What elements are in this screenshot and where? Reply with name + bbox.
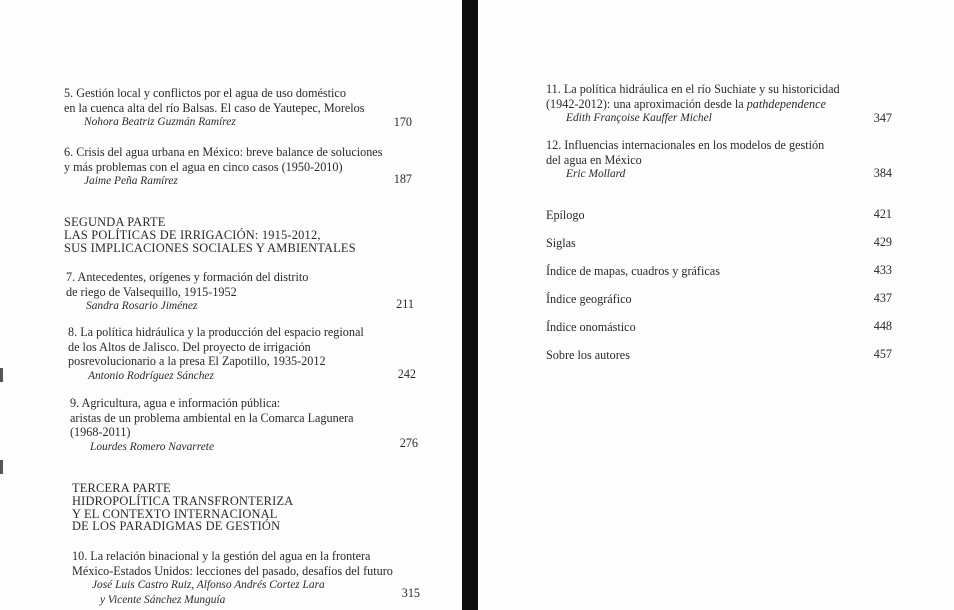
entry-title-line: 10. La relación binacional y la gestión del agua en la frontera: [72, 549, 371, 563]
entry-page-number: 187: [393, 172, 412, 186]
toc-entry-11: [546, 82, 840, 126]
entry-title-line: México-Estados Unidos: lecciones del pasado, desafíos del futuro: [72, 563, 393, 578]
entry-author: Sandra Rosario Jiménez: [86, 300, 198, 313]
entry-title-line: 7. Antecedentes, orígenes y formación del distrito: [66, 270, 309, 284]
part-heading-line: LAS POLÍTICAS DE IRRIGACIÓN: 1915-2012,: [64, 227, 321, 242]
entry-title-italic: pathdependence: [746, 96, 826, 111]
entry-title-line: [546, 97, 840, 112]
entry-title-line: aristas de un problema ambiental en la Comarca Lagunera: [70, 410, 354, 425]
back-matter-indice-onomastico: Índice onomástico: [546, 320, 636, 334]
entry-title-line: 6. Crisis del agua urbana en México: breve balance de soluciones: [64, 145, 383, 159]
entry-page-number: 384: [873, 166, 892, 180]
part-heading-line: SEGUNDA PARTE: [64, 215, 166, 229]
page-edge-mark: [0, 368, 3, 382]
entry-page-number: 211: [396, 297, 414, 311]
entry-page-number: 170: [393, 115, 412, 129]
entry-title-line: en la cuenca alta del río Balsas. El caso de Yautepec, Morelos: [64, 100, 365, 115]
entry-author: Edith Françoise Kauffer Michel: [566, 112, 712, 125]
back-matter-indice-geografico: Índice geográfico: [546, 292, 632, 306]
back-matter-indice-mapas: Índice de mapas, cuadros y gráficas: [546, 264, 720, 278]
entry-author: Lourdes Romero Navarrete: [90, 440, 215, 453]
back-matter-siglas: Siglas: [546, 236, 576, 250]
toc-entry-9: [70, 396, 354, 454]
toc-entry-7: [66, 270, 308, 314]
entry-title-line: y más problemas con el agua en cinco casos (1950-2010): [64, 159, 343, 174]
part-heading-line: TERCERA PARTE: [72, 481, 171, 495]
right-page: [478, 0, 954, 610]
entry-author: Nohora Beatriz Guzmán Ramírez: [84, 116, 236, 129]
part-heading-line: SUS IMPLICACIONES SOCIALES Y AMBIENTALES: [64, 240, 356, 255]
entry-page-number: 276: [399, 436, 418, 450]
back-matter-page: 433: [873, 263, 892, 277]
part-heading-line: Y EL CONTEXTO INTERNACIONAL: [72, 506, 278, 521]
entry-title-line: 11. La política hidráulica en el río Suchiate y su historicidad: [546, 82, 840, 96]
back-matter-page: 437: [873, 291, 892, 305]
back-matter-page: 429: [873, 235, 892, 249]
page-edge-mark: [0, 460, 3, 474]
entry-title-line: 8. La política hidráulica y la producción del espacio regional: [68, 325, 364, 339]
part-heading-line: HIDROPOLÍTICA TRANSFRONTERIZA: [72, 493, 294, 508]
entry-author: Eric Mollard: [566, 168, 626, 181]
entry-title-line: (1968-2011): [70, 425, 131, 440]
back-matter-sobre-autores: Sobre los autores: [546, 348, 630, 362]
part-heading-line: DE LOS PARADIGMAS DE GESTIÓN: [72, 519, 281, 534]
entry-page-number: 315: [401, 586, 420, 600]
entry-page-number: 242: [397, 367, 416, 381]
entry-title-line: de los Altos de Jalisco. Del proyecto de irrigación: [68, 339, 311, 354]
entry-title-text: (1942-2012): una aproximación desde la: [546, 96, 747, 111]
entry-author: Jaime Peña Ramírez: [84, 175, 178, 188]
book-gutter: [462, 0, 478, 610]
entry-title-line: del agua en México: [546, 152, 642, 167]
entry-title-line: 9. Agricultura, agua e información pública:: [70, 396, 281, 410]
toc-entry-10: [72, 549, 393, 607]
entry-title-line: de riego de Valsequillo, 1915-1952: [66, 284, 237, 299]
back-matter-page: 421: [873, 207, 892, 221]
back-matter-page: 448: [873, 319, 892, 333]
part-heading-tercera: [72, 482, 293, 533]
entry-author: José Luis Castro Ruiz, Alfonso Andrés Cortez Lara: [92, 579, 325, 592]
entry-page-number: 347: [873, 111, 892, 125]
part-heading-segunda: [64, 216, 356, 254]
toc-entry-8: [68, 325, 364, 383]
entry-title-line: posrevolucionario a la presa El Zapotillo, 1935-2012: [68, 354, 326, 369]
toc-entry-5: [64, 86, 365, 130]
entry-author: y Vicente Sánchez Munguía: [100, 593, 226, 606]
entry-author: Antonio Rodríguez Sánchez: [88, 369, 214, 382]
toc-entry-6: [64, 145, 382, 189]
entry-title-line: 12. Influencias internacionales en los modelos de gestión: [546, 138, 825, 152]
back-matter-epilogo: Epílogo: [546, 208, 585, 222]
left-page: [0, 0, 462, 610]
toc-entry-12: [546, 138, 824, 182]
entry-title-line: 5. Gestión local y conflictos por el agua de uso doméstico: [64, 86, 346, 100]
back-matter-page: 457: [873, 347, 892, 361]
